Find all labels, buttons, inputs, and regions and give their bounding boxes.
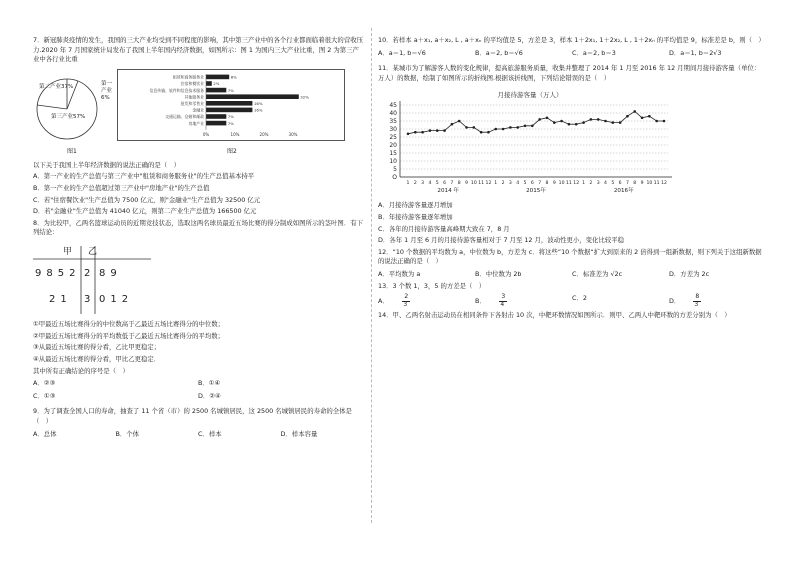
- q11-option-c: C．各年的月接待游客量高峰期大致在 7，8 月: [378, 224, 510, 233]
- data-point: [531, 125, 534, 128]
- bar-value-label: 7%: [227, 87, 234, 93]
- q13-text: 13．3 个数 1，3，5 的方差是（ ）: [378, 281, 486, 290]
- data-point: [604, 120, 607, 123]
- q9-option-d: D．样本容量: [280, 429, 318, 438]
- data-point: [663, 120, 666, 123]
- x-tick-label: 3: [596, 181, 600, 187]
- stem-row1-right: 89: [99, 268, 122, 280]
- bar: [206, 121, 226, 126]
- x-tick-label: 10: [558, 181, 565, 187]
- q13-option-b: B． $\frac{3}{4}$: [475, 294, 572, 308]
- bar-value-label: 2%: [213, 81, 220, 87]
- bar: [206, 101, 252, 106]
- bar: [206, 107, 252, 112]
- x-tick-label: 2: [413, 181, 417, 187]
- q12-option-a: A．平均数为 a: [378, 270, 421, 279]
- y-tick-label: 25: [389, 134, 397, 142]
- bar-tick-label: 0%: [202, 131, 210, 137]
- y-tick-label: 10: [389, 158, 397, 166]
- line-chart: [380, 87, 680, 199]
- data-point: [421, 131, 424, 134]
- q13-option-a: A． $\frac{2}{3}$: [378, 294, 475, 308]
- data-point: [516, 127, 519, 130]
- data-point: [509, 127, 512, 130]
- x-tick-label: 12: [661, 181, 667, 187]
- bar: [206, 94, 299, 99]
- x-tick-label: 11: [653, 181, 660, 187]
- data-point: [633, 111, 636, 114]
- bar-category-label: 住宿和餐饮业: [180, 81, 204, 87]
- bar: [206, 74, 229, 79]
- data-point: [436, 130, 439, 133]
- bar-category-label: 其他服务业: [184, 94, 204, 100]
- data-point: [480, 131, 483, 134]
- x-tick-label: 9: [552, 181, 556, 187]
- q8-intro: 8．为比较甲，乙两名篮球运动员的近期竞技状态，选取这两名球员最近五场比赛的得分制成如图所示的茎叶图．有下列结论：: [33, 218, 363, 237]
- q11-text: 11．某城市为了解游客人数的变化规律，提高旅游服务质量，收集并整理了 2014 年 1 月至 2016 年 12 月期间月接待游客量（单位：万人）的数据，绘制了如图所示的折线图.根据该折线图，下列结论错误的是（ ）: [378, 64, 761, 82]
- q10-text: 10．若样本 a＋x₁, a＋x₂, L , a＋xₙ 的平均值是 5，方差是 3，样本 1＋2x₁, 1＋2x₂, L , 1＋2xₙ 的平均值是 9，标准差是 b，则（ ）: [378, 36, 765, 44]
- stem-row1-left: 9852: [35, 268, 81, 280]
- q13-option-d: D． $\frac{8}{3}$: [669, 294, 766, 308]
- figure-1-caption: 图1: [67, 147, 77, 155]
- data-point: [590, 119, 593, 122]
- bar-category-label: 交通运输、仓储和邮政: [165, 114, 204, 120]
- q10-option-d: D．a＝1, b＝2√3: [669, 48, 722, 57]
- x-tick-label: 12: [573, 181, 580, 187]
- data-point: [612, 122, 615, 125]
- data-point: [575, 123, 578, 126]
- x-tick-label: 1: [406, 181, 410, 187]
- stem-row2-stem: 3: [84, 294, 96, 306]
- data-point: [414, 131, 417, 134]
- x-tick-label: 8: [633, 181, 637, 187]
- chart-title: 月接待游客量（万人）: [497, 91, 563, 100]
- x-tick-label: 8: [545, 181, 549, 187]
- data-point: [546, 117, 549, 120]
- bar-category-label: 租赁和商务服务业: [172, 74, 204, 80]
- bar-chart: [118, 70, 344, 140]
- q8-item-1: ①甲最近五场比赛得分的中位数高于乙最近五场比赛得分的中位数；: [33, 320, 225, 329]
- x-tick-label: 7: [625, 181, 629, 187]
- x-tick-label: 11: [565, 181, 572, 187]
- data-point: [648, 115, 651, 118]
- data-point: [553, 122, 556, 125]
- q8-item-2: ②甲最近五场比赛得分的平均数低于乙最近五场比赛得分的平均数；: [33, 331, 225, 340]
- x-tick-label: 2: [589, 181, 593, 187]
- q12-option-d: D．方差为 2c: [669, 270, 710, 279]
- data-point: [619, 122, 622, 125]
- q8-option-d: D．②④: [198, 391, 221, 400]
- bar-value-label: 32%: [300, 94, 309, 100]
- q8-item-4: ④从最近五场比赛的得分看，甲比乙更稳定．: [33, 354, 161, 363]
- stem-header-jia: 甲: [63, 247, 73, 258]
- bar-value-label: 16%: [253, 100, 263, 106]
- bar-category-label: 金融业: [192, 107, 204, 113]
- data-point: [524, 125, 527, 128]
- x-tick-label: 11: [478, 181, 485, 187]
- x-tick-label: 7: [450, 181, 454, 187]
- data-point: [487, 131, 490, 134]
- data-point: [655, 120, 658, 123]
- q7-option-d: D．若"金融业"生产总值为 41040 亿元，则第二产业生产总值为 166500 亿元: [33, 207, 257, 216]
- bar-value-label: 16%: [253, 107, 263, 113]
- q8-option-c: C．①③: [33, 391, 56, 400]
- stem-header-yi: 乙: [88, 247, 98, 258]
- q9-option-c: C．样本: [198, 429, 222, 438]
- x-tick-label: 3: [508, 181, 512, 187]
- series-line: [408, 112, 664, 134]
- q8-options-2: [33, 392, 363, 402]
- data-point: [626, 115, 629, 118]
- stem-row1-stem: 2: [84, 268, 96, 280]
- q10-options: [378, 49, 766, 59]
- stem-leaf-plot: [33, 244, 363, 316]
- q10-option-a: A．a＝1, b＝√6: [378, 48, 426, 57]
- x-tick-label: 9: [640, 181, 644, 187]
- x-tick-label: 6: [618, 181, 622, 187]
- q9-intro: 9．为了调查全国人口的寿命，抽查了 11 个省（市）的 2500 名城镇居民，这 2500 名城镇居民的寿命的全体是（ ）: [33, 407, 352, 425]
- q9-option-b: B．个体: [115, 429, 140, 438]
- bar-tick-label: 10%: [230, 131, 240, 137]
- q8-options: [33, 379, 363, 389]
- x-tick-label: 10: [646, 181, 653, 187]
- q13-option-c: C．2: [572, 294, 587, 303]
- data-point: [458, 120, 461, 123]
- x-tick-label: 4: [428, 181, 432, 187]
- bar-tick-label: 30%: [288, 131, 298, 137]
- q7-intro: 7．新冠肺炎疫情的发生，我国的三大产业均受到不同程度的影响，其中第三产业中的各个行业都面临着很大的营收压力.2020 年 7 月国家统计局发布了我国上半年国内经济数据，如图所示：图 1 为国内三大产业比重，图 2 为第三产业中各行业比重: [33, 36, 363, 64]
- q9-option-a: A．总体: [33, 429, 57, 438]
- x-tick-label: 8: [457, 181, 461, 187]
- data-point: [473, 127, 476, 130]
- figure-2-caption: 图2: [227, 147, 237, 155]
- y-tick-label: 30: [389, 126, 397, 134]
- bar: [206, 88, 226, 93]
- y-tick-label: 35: [389, 118, 397, 126]
- stem-row2-left: 21: [49, 294, 72, 306]
- y-tick-label: 40: [389, 110, 397, 118]
- x-tick-label: 9: [465, 181, 468, 187]
- bar-value-label: 8%: [230, 74, 237, 80]
- y-tick-label: 20: [389, 142, 397, 150]
- stem-row2-right: 012: [99, 294, 134, 306]
- q14-text: 14．甲、乙两名射击运动员在相同条件下各射击 10 次，中靶环数情况如图所示．则甲、乙两人中靶环数的方差分别为（ ）: [378, 310, 731, 319]
- data-point: [502, 128, 505, 131]
- data-point: [582, 122, 585, 125]
- q11-option-b: B．年接待游客量逐年增加: [378, 213, 453, 222]
- q12-option-b: B．中位数为 2b: [475, 270, 522, 279]
- y-origin-label: O: [392, 174, 397, 182]
- pie-label-second: 第二产业37%: [39, 83, 74, 90]
- q9-options: [33, 430, 363, 440]
- right-column: [378, 36, 766, 320]
- x-tick-label: 6: [443, 181, 447, 187]
- data-point: [494, 128, 497, 131]
- q12-text: 12．“10 个数据的平均数为 a，中位数为 b，方差为 c．将这些”10 个数据“扩大到原来的 2 倍得到一组新数据，则下列关于这组新数据的说法正确的是（ ）: [378, 247, 762, 266]
- q7-question: 以下关于我国上半年经济数据的说法正确的是（ ）: [33, 160, 180, 169]
- data-point: [451, 123, 454, 126]
- y-tick-label: 15: [389, 150, 397, 158]
- q13-options: [378, 294, 766, 308]
- y-tick-label: 5: [393, 166, 397, 174]
- data-point: [568, 123, 571, 126]
- q7-option-b: B．第一产业的生产总值超过第三产业中"房地产业"的生产总值: [33, 184, 210, 193]
- bar-value-label: 7%: [227, 120, 234, 126]
- q10-option-c: C．a＝2, b＝3: [572, 48, 616, 57]
- q7-option-a: A．第一产业的生产总值与第三产业中"租赁和商务服务业"的生产总值基本持平: [33, 172, 255, 181]
- q10-option-b: B．a＝2, b＝√6: [475, 48, 523, 57]
- bar-category-label: 房地产业: [188, 120, 204, 126]
- pie-label-first: 第一产业6%: [101, 80, 113, 101]
- x-tick-label: 6: [530, 181, 534, 187]
- q12-options: [378, 270, 766, 280]
- data-point: [407, 133, 410, 136]
- data-point: [597, 119, 600, 122]
- x-tick-label: 4: [516, 181, 520, 187]
- column-divider: [371, 28, 372, 523]
- q12-option-c: C．标准差为 √2c: [572, 270, 623, 279]
- q11-option-d: D．各年 1 月至 6 月的月接待游客量相对于 7 月至 12 月，波动性更小，变化比较平稳: [378, 236, 625, 245]
- figure-row: [33, 69, 363, 161]
- x-tick-label: 4: [604, 181, 607, 187]
- bar-tick-label: 20%: [259, 131, 269, 137]
- x-tick-label: 12: [485, 181, 492, 187]
- x-tick-label: 5: [435, 181, 439, 187]
- data-point: [443, 130, 446, 133]
- year-label: 2015年: [526, 188, 546, 195]
- line-chart-container: [380, 87, 680, 199]
- q8-question: 其中所有正确结论的序号是（ ）: [33, 366, 129, 375]
- x-tick-label: 5: [523, 181, 527, 187]
- bar-category-label: 信息传输、软件和信息技术服务: [149, 87, 204, 93]
- bar-category-label: 批发和零售业: [180, 100, 204, 106]
- left-column: [33, 36, 363, 439]
- x-tick-label: 2: [501, 181, 505, 187]
- x-tick-label: 7: [538, 181, 542, 187]
- q8-item-3: ③从最近五场比赛的得分看，乙比甲更稳定；: [33, 343, 161, 352]
- q8-option-b: B．①④: [198, 379, 221, 388]
- year-label: 2016年: [613, 188, 634, 195]
- bar: [206, 81, 212, 86]
- x-tick-label: 1: [494, 181, 498, 187]
- data-point: [538, 119, 541, 122]
- data-point: [641, 117, 644, 120]
- bar-value-label: 7%: [227, 114, 234, 120]
- x-tick-label: 3: [421, 181, 425, 187]
- data-point: [429, 130, 432, 133]
- y-tick-label: 45: [389, 102, 397, 110]
- x-tick-label: 10: [470, 181, 477, 187]
- bar: [206, 114, 226, 119]
- q7-option-c: C．若"住宿餐饮业"生产总值为 7500 亿元，则"金融业"生产总值为 32500 亿元: [33, 195, 261, 204]
- data-point: [465, 127, 468, 130]
- pie-label-third: 第三产业57%: [51, 113, 86, 120]
- year-label: 2014 年: [437, 188, 460, 195]
- bar-chart-frame: [117, 69, 345, 141]
- q11-option-a: A．月接待游客量逐月增加: [378, 201, 453, 210]
- x-tick-label: 5: [611, 181, 615, 187]
- q8-option-a: A．②③: [33, 379, 56, 388]
- x-tick-label: 1: [582, 181, 586, 187]
- data-point: [560, 120, 563, 123]
